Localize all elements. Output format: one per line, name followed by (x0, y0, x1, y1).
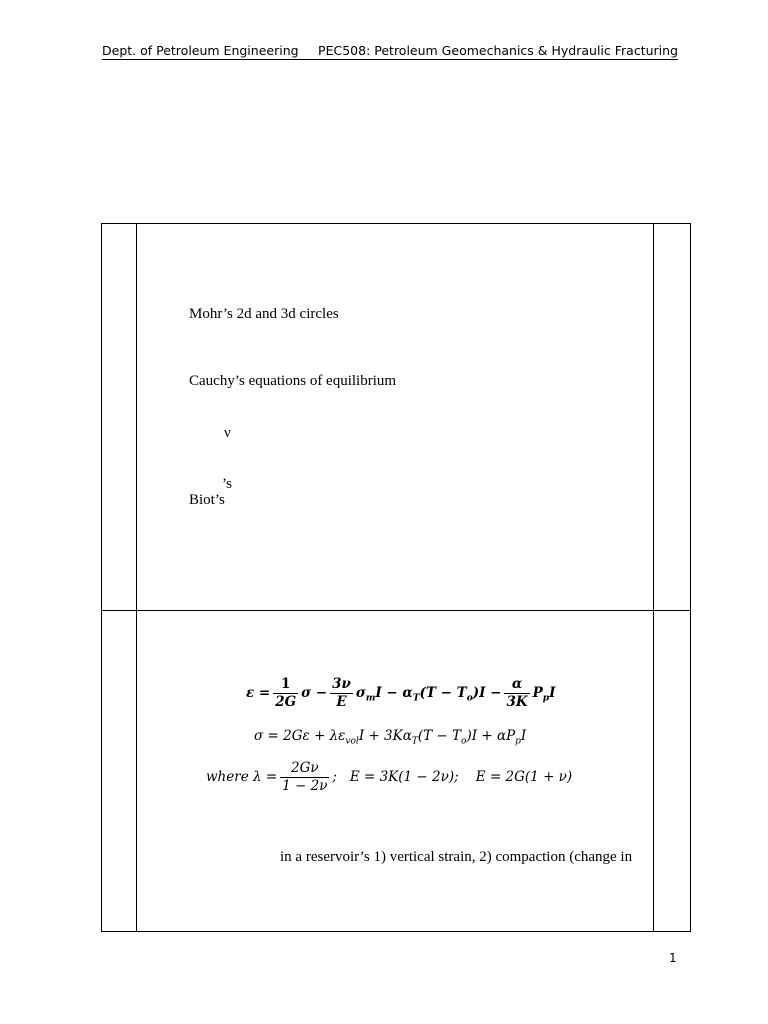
possessive-fragment: ’s (222, 476, 233, 492)
reservoir-caption: in a reservoir’s 1) vertical strain, 2) compaction (change in (280, 849, 633, 865)
equation-strain: ε = $\frac{1}{2G}$ σ − $\frac{3\nu}{E}$ $\sigma_mI - \alpha_T(T - T_o)I$ − $\frac{\alpha}{3K}$ $P_pI$ (246, 676, 556, 710)
topic-biot: Biot’s (189, 492, 225, 508)
page-header (102, 43, 678, 60)
equation-stress: $\sigma = 2G\varepsilon + \lambda\varepsilon_{vol}I + 3K\alpha_T(T - T_o)I + \alpha P_pI$ (254, 728, 527, 747)
table-divider-left (136, 224, 137, 931)
header-department: Dept. of Petroleum Engineering (102, 43, 299, 58)
table-divider-right (653, 224, 654, 931)
table-divider-row (102, 610, 690, 611)
topic-mohr-circles: Mohr’s 2d and 3d circles (189, 306, 339, 322)
content-table (101, 223, 691, 932)
page-number: 1 (669, 951, 677, 965)
topic-cauchy-equations: Cauchy’s equations of equilibrium (189, 373, 397, 389)
symbol-nu: ν (224, 425, 231, 441)
equation-moduli: where λ = $\frac{2G\nu}{1 - 2\nu}$ ; E = 3K(1 − 2ν); E = 2G(1 + ν) (206, 760, 573, 794)
header-course: PEC508: Petroleum Geomechanics & Hydraulic Fracturing (318, 43, 678, 58)
